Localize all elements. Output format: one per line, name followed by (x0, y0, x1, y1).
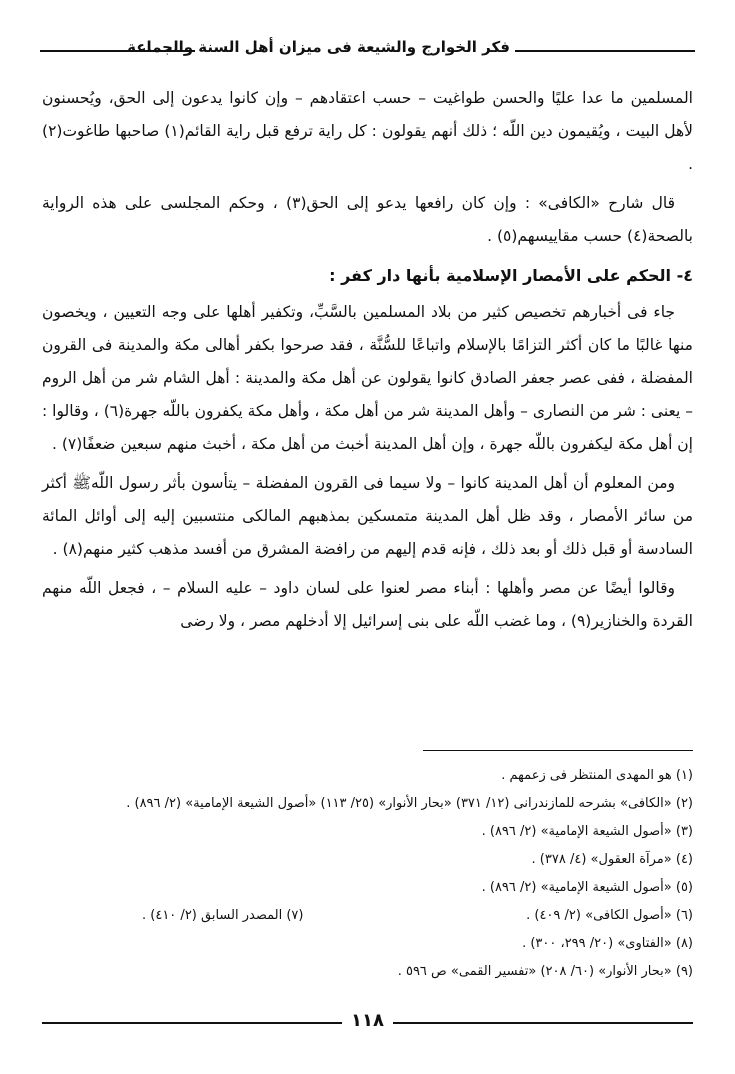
footer-rule-right (393, 1022, 693, 1024)
paragraph: ومن المعلوم أن أهل المدينة كانوا – ولا سيما فى القرون المفضلة – يتأسون بأثر رسول اللّهﷺ أكثر من سائر الأمصار ، وقد ظل أهل المدينة متمسكين بمذهبهم المالكى منتسبين إليه إلى أوائل المائة السادسة أو قبل ذلك أو بعد ذلك ، فإنه قدم إليهم من رافضة المشرق من أفسد مذهب كثير منهم(٨) . (42, 474, 693, 558)
main-text (42, 82, 693, 644)
header-rule-right (515, 50, 695, 52)
running-header (40, 34, 695, 74)
paragraph: وقالوا أيضًا عن مصر وأهلها : أبناء مصر لعنوا على لسان داود – عليه السلام – ، فجعل اللّه منهم القردة والخنازير(٩) ، وما غضب اللّه على بنى إسرائيل إلا أدخلهم مصر ، ولا رضى (42, 579, 693, 630)
footnote: (٤) «مرآة العقول» (٤/ ٣٧٨) . (531, 852, 693, 867)
footnote: (٩) «بحار الأنوار» (٦٠/ ٢٠٨) «تفسير القمى» ص ٥٩٦ . (397, 964, 693, 979)
footnote-row (42, 902, 693, 930)
paragraph: المسلمين ما عدا عليًا والحسن طواغيت – حسب اعتقادهم – وإن كانوا يدعون إلى الحق، ويُحسنون لأهل البيت ، ويُقيمون دين اللّه ؛ ذلك أنهم يقولون : كل راية ترفع قبل راية القائم(١) صاحبها طاغوت(٢) . (42, 89, 693, 173)
footer-rule-left (42, 1022, 342, 1024)
footnote: (٣) «أصول الشيعة الإمامية» (٢/ ٨٩٦) . (481, 824, 693, 839)
footnote-separator (423, 750, 693, 751)
footnote: (٨) «الفتاوى» (٢٠/ ٢٩٩، ٣٠٠) . (522, 936, 693, 951)
page-number: ١١٨ (351, 1010, 384, 1031)
paragraph: جاء فى أخبارهم تخصيص كثير من بلاد المسلمين بالسَّبِّ، وتكفير أهلها على وجه التعيين ، ويخصون منها غالبًا ما كان أكثر التزامًا بالإسلام واتباعًا للسُّنَّة ، فقد صرحوا بكفر أهالى مكة والمدينة فى القرون المفضلة ، ففى عصر جعفر الصادق كانوا يقولون عن أهل مكة والمدينة : أهل الشام شر من أهل الروم – يعنى : شر من النصارى – وأهل المدينة شر من أهل مكة ، وأهل مكة يكفرون باللّه جهرة(٦) ، وقالوا : إن أهل مكة ليكفرون باللّه جهرة ، وإن أهل المدينة أخبث من أهل مكة ، أخبث منهم سبعين ضعفًا(٧) . (42, 303, 694, 453)
paragraph: قال شارح «الكافى» : وإن كان رافعها يدعو إلى الحق(٣) ، وحكم المجلسى على هذه الرواية بالصحة(٤) حسب مقاييسهم(٥) . (42, 194, 693, 245)
footnote: (٢) «الكافى» بشرحه للمازندرانى (١٢/ ٣٧١) «بحار الأنوار» (٢٥/ ١١٣) «أصول الشيعة الإمامية» (٢/ ٨٩٦) . (126, 796, 693, 811)
section-heading: ٤- الحكم على الأمصار الإسلامية بأنها دار كفر : (329, 266, 693, 285)
footnotes (42, 762, 693, 986)
header-title: فكر الخوارج والشيعة فى ميزان أهل السنة والجماعة (127, 38, 510, 56)
footnote: (٥) «أصول الشيعة الإمامية» (٢/ ٨٩٦) . (481, 880, 693, 895)
page-footer (42, 1010, 693, 1034)
footnote: (١) هو المهدى المنتظر فى زعمهم . (501, 768, 693, 783)
footnote: (٦) «أصول الكافى» (٢/ ٤٠٩) . (526, 908, 693, 923)
footnote: (٧) المصدر السابق (٢/ ٤١٠) . (142, 908, 304, 923)
